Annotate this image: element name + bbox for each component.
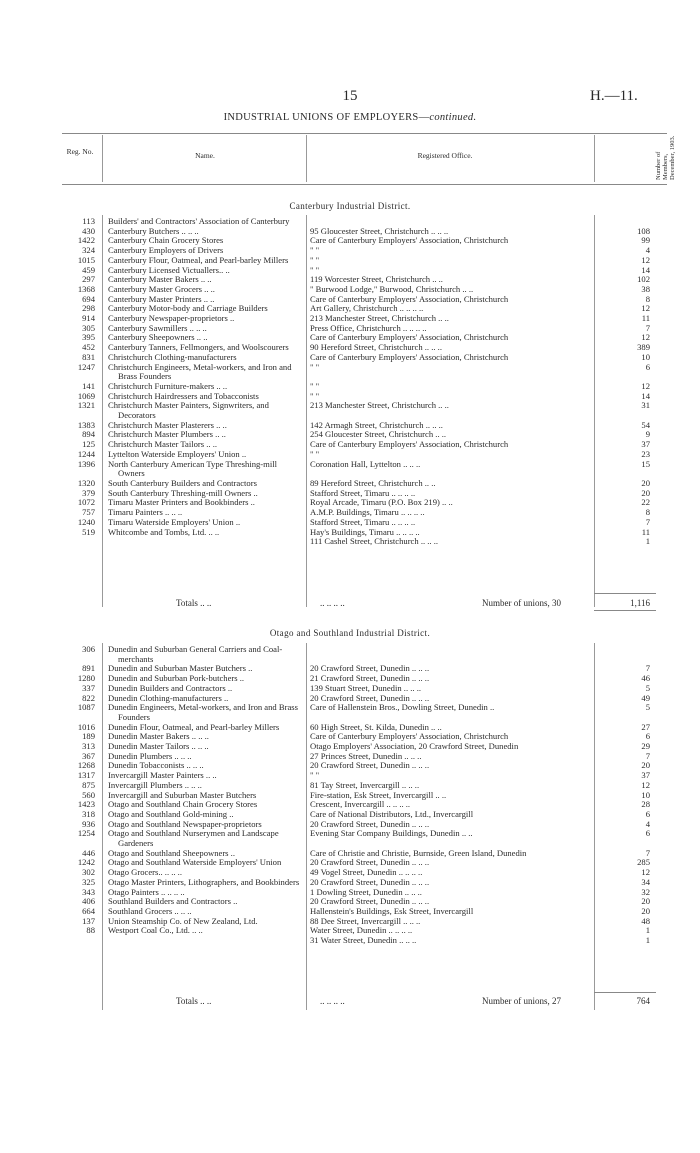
registered-office: 142 Armagh Street, Christchurch .. .. .. [310, 420, 443, 430]
title-continued: continued. [429, 112, 477, 123]
registered-office: Care of Canterbury Employers' Association, Christchurch [310, 732, 509, 742]
union-name: South Canterbury Builders and Contractors [108, 477, 257, 488]
registered-office: Stafford Street, Timaru .. .. .. .. [310, 517, 416, 527]
reg-number: 125 [82, 439, 95, 450]
reg-number: 1247 [77, 361, 95, 372]
totals-rule-bottom-1 [594, 610, 656, 611]
registered-office: Fire-station, Esk Street, Invercargill .. .. [310, 790, 447, 800]
union-name: Christchurch Master Tailors .. .. [108, 439, 218, 450]
union-name: Christchurch Clothing-manufacturers [108, 351, 237, 362]
union-name: Canterbury Master Grocers .. .. [108, 283, 215, 294]
table-row [0, 526, 700, 547]
union-name-cell [108, 645, 303, 664]
section-title-text: Canterbury Industrial District. [289, 201, 411, 211]
union-name: Whitcombe and Tombs, Ltd. .. .. [108, 526, 220, 537]
registered-office: 213 Manchester Street, Christchurch .. .. [310, 314, 449, 324]
member-count: 1 [645, 536, 650, 547]
union-name: Canterbury Chain Grocery Stores [108, 235, 224, 246]
reg-number: 891 [82, 663, 95, 674]
registered-office: 81 Tay Street, Invercargill .. .. .. [310, 780, 420, 790]
totals-unions: Number of unions, 27 [482, 996, 561, 1006]
registered-office: " " [310, 381, 320, 391]
totals-label: Totals .. .. [176, 598, 212, 608]
union-name: Otago and Southland Chain Grocery Stores [108, 799, 258, 810]
reg-number: 757 [82, 507, 95, 518]
union-name: Christchurch Master Painters, Signwriters, and Decorators [108, 400, 269, 421]
member-count: 12 [641, 254, 650, 265]
member-count: 7 [645, 322, 650, 333]
member-count: 23 [641, 448, 650, 459]
registered-office: A.M.P. Buildings, Timaru .. .. .. .. [310, 508, 425, 518]
member-count: 11 [641, 313, 650, 324]
member-count: 7 [645, 750, 650, 761]
member-count: 6 [645, 731, 650, 742]
registered-office: " " [310, 391, 320, 401]
registered-office: Hallenstein's Buildings, Esk Street, Invercargill [310, 906, 474, 916]
member-count: 5 [645, 702, 650, 713]
registered-office: " " [310, 362, 320, 372]
union-name: Dunedin Clothing-manufacturers .. [108, 692, 229, 703]
reg-number: 189 [82, 731, 95, 742]
registered-office: 119 Worcester Street, Christchurch .. .. [310, 275, 443, 285]
union-name: Timaru Painters .. .. .. [108, 507, 183, 518]
reg-number: 379 [82, 487, 95, 498]
section-title-text: Otago and Southland Industrial District. [269, 628, 431, 638]
reg-number: 367 [82, 750, 95, 761]
union-name: Dunedin and Suburban General Carriers and Coal-merchants [108, 644, 283, 664]
registered-office: Evening Star Company Buildings, Dunedin .. .. [310, 829, 473, 839]
member-count: 11 [641, 526, 650, 537]
union-name: Canterbury Master Printers .. .. [108, 293, 215, 304]
union-name: Union Steamship Co. of New Zealand, Ltd. [108, 915, 258, 926]
registered-office: " " [310, 255, 320, 265]
union-name: Dunedin and Suburban Master Butchers .. [108, 663, 253, 674]
union-name-cell [108, 460, 303, 479]
reg-number: 306 [82, 644, 95, 654]
union-name: Christchurch Master Plasterers .. .. [108, 419, 227, 430]
member-count: 8 [645, 507, 650, 518]
registered-office: Care of Christie and Christie, Burnside, Green Island, Dunedin [310, 848, 527, 858]
member-count: 37 [641, 439, 650, 450]
page-title [0, 112, 700, 123]
registered-office: Care of Canterbury Employers' Association, Christchurch [310, 333, 509, 343]
registered-office: 27 Princes Street, Dunedin .. .. .. [310, 751, 422, 761]
member-count: 389 [637, 342, 650, 353]
reg-number: 560 [82, 789, 95, 800]
union-name: Otago Master Printers, Lithographers, and Bookbinders [108, 876, 300, 887]
union-name: Dunedin Plumbers .. .. .. [108, 750, 192, 761]
section-otago [0, 644, 700, 946]
member-count: 10 [641, 789, 650, 800]
union-name: Westport Coal Co., Ltd. .. .. [108, 925, 203, 936]
union-name: Dunedin and Suburban Pork-butchers .. [108, 673, 245, 684]
reg-number: 452 [82, 342, 95, 353]
col-rule-name-1 [102, 215, 103, 607]
reg-number: 406 [82, 896, 95, 907]
member-count: 20 [641, 477, 650, 488]
reg-number: 302 [82, 867, 95, 878]
member-count: 7 [645, 847, 650, 858]
member-count: 7 [645, 663, 650, 674]
registered-office: 20 Crawford Street, Dunedin .. .. .. [310, 761, 430, 771]
col-rule-1 [102, 135, 103, 182]
reg-number: 1368 [77, 283, 95, 294]
reg-number: 1015 [77, 254, 95, 265]
member-count: 15 [641, 458, 650, 469]
union-name: Canterbury Employers of Drivers [108, 245, 224, 256]
reg-number: 1069 [77, 390, 95, 401]
registered-office: Water Street, Dunedin .. .. .. .. [310, 926, 413, 936]
member-count: 48 [641, 915, 650, 926]
union-name-cell [108, 829, 303, 848]
union-name: Invercargill Master Painters .. .. [108, 770, 217, 781]
member-count: 102 [637, 274, 650, 285]
union-name: Christchurch Engineers, Metal-workers, and Iron and Brass Founders [108, 361, 292, 382]
section-canterbury [0, 216, 700, 547]
union-name: Canterbury Master Bakers .. .. [108, 274, 212, 285]
member-count: 1 [645, 935, 650, 946]
registered-office: Care of Canterbury Employers' Association, Christchurch [310, 294, 509, 304]
registered-office: " " [310, 246, 320, 256]
union-name: Canterbury Flour, Oatmeal, and Pearl-barley Millers [108, 254, 289, 265]
reg-number: 1321 [77, 400, 95, 411]
reg-number: 1423 [77, 799, 95, 810]
union-name: Canterbury Newspaper-proprietors .. [108, 313, 235, 324]
member-count: 34 [641, 876, 650, 887]
section-title-canterbury [0, 201, 700, 211]
reg-number: 1396 [77, 458, 95, 469]
member-count: 6 [645, 808, 650, 819]
reg-number: 1280 [77, 673, 95, 684]
reg-number: 1242 [77, 857, 95, 868]
registered-office: Care of Canterbury Employers' Association, Christchurch [310, 236, 509, 246]
registered-office: 20 Crawford Street, Dunedin .. .. .. [310, 897, 430, 907]
union-name: Christchurch Master Plumbers .. .. [108, 429, 226, 440]
title-main: INDUSTRIAL UNIONS OF EMPLOYERS— [223, 112, 430, 123]
registered-office: 20 Crawford Street, Dunedin .. .. .. [310, 819, 430, 829]
totals-unions: Number of unions, 30 [482, 598, 561, 608]
col-rule-office-1 [306, 215, 307, 607]
registered-office: 89 Hereford Street, Christchurch .. .. [310, 478, 436, 488]
reg-number: 894 [82, 429, 95, 440]
reg-number: 430 [82, 225, 95, 236]
registered-office: Royal Arcade, Timaru (P.O. Box 219) .. .. [310, 498, 453, 508]
member-count: 14 [641, 264, 650, 275]
reg-number: 1072 [77, 497, 95, 508]
col-rule-3 [594, 135, 595, 182]
header-reg: Reg. No. [66, 147, 94, 156]
union-name: Dunedin Engineers, Metal-workers, and Iron and Brass Founders [108, 702, 298, 722]
reg-number: 446 [82, 847, 95, 858]
member-count: 27 [641, 721, 650, 732]
union-name: Dunedin Builders and Contractors .. [108, 682, 233, 693]
registered-office: 95 Gloucester Street, Christchurch .. .. .. [310, 226, 449, 236]
registered-office: 139 Stuart Street, Dunedin .. .. .. [310, 683, 421, 693]
reg-number: 324 [82, 245, 95, 256]
union-name: Dunedin Master Bakers .. .. .. [108, 731, 209, 742]
reg-number: 1087 [77, 702, 95, 713]
registered-office: Press Office, Christchurch .. .. .. .. [310, 323, 427, 333]
page-reference: H.—11. [590, 88, 638, 104]
totals-dots: .. .. .. .. [320, 598, 345, 608]
reg-number: 325 [82, 876, 95, 887]
member-count: 12 [641, 380, 650, 391]
header-members: Number of Members, December, 1903. [655, 135, 676, 180]
reg-number: 822 [82, 692, 95, 703]
member-count: 9 [645, 429, 650, 440]
reg-number: 875 [82, 779, 95, 790]
union-name: Canterbury Tanners, Fellmongers, and Woolscourers [108, 342, 289, 353]
registered-office: Care of Canterbury Employers' Association, Christchurch [310, 352, 509, 362]
reg-number: 664 [82, 905, 95, 916]
union-name: Southland Builders and Contractors .. [108, 896, 238, 907]
member-count: 20 [641, 760, 650, 771]
totals-members: 764 [636, 996, 650, 1006]
reg-number: 1240 [77, 516, 95, 527]
union-name-cell [108, 703, 303, 722]
union-name: Canterbury Licensed Victuallers.. .. [108, 264, 230, 275]
union-name: Dunedin Master Tailors .. .. .. [108, 741, 209, 752]
union-name: Otago and Southland Gold-mining .. [108, 808, 234, 819]
registered-office: 90 Hereford Street, Christchurch .. .. .. [310, 343, 442, 353]
registered-office: Care of Hallenstein Bros., Dowling Street, Dunedin .. [310, 703, 495, 713]
member-count: 7 [645, 516, 650, 527]
union-name: Otago and Southland Newspaper-proprietors [108, 818, 262, 829]
reg-number: 305 [82, 322, 95, 333]
member-count: 8 [645, 293, 650, 304]
union-name: Southland Grocers .. .. .. [108, 905, 192, 916]
reg-number: 694 [82, 293, 95, 304]
registered-office: 31 Water Street, Dunedin .. .. .. [310, 936, 417, 946]
registered-office: Otago Employers' Association, 20 Crawford Street, Dunedin [310, 742, 519, 752]
member-count: 10 [641, 351, 650, 362]
reg-number: 137 [82, 915, 95, 926]
member-count: 46 [641, 673, 650, 684]
member-count: 12 [641, 867, 650, 878]
registered-office: Care of Canterbury Employers' Association, Christchurch [310, 440, 509, 450]
registered-office: Stafford Street, Timaru .. .. .. .. [310, 488, 416, 498]
reg-number: 1320 [77, 477, 95, 488]
page-number: 15 [342, 88, 358, 104]
col-rule-members-2 [594, 643, 595, 1010]
union-name: Otago and Southland Sheepowners .. [108, 847, 235, 858]
union-name: Dunedin Flour, Oatmeal, and Pearl-barley Millers [108, 721, 280, 732]
reg-number: 1268 [77, 760, 95, 771]
union-name: Otago and Southland Waterside Employers' Union [108, 857, 282, 868]
member-count: 28 [641, 799, 650, 810]
registered-office: 213 Manchester Street, Christchurch .. .. [310, 401, 449, 411]
reg-number: 88 [86, 925, 95, 936]
totals-rule-top-1 [594, 593, 656, 594]
reg-number: 313 [82, 741, 95, 752]
reg-number: 831 [82, 351, 95, 362]
union-name: South Canterbury Threshing-mill Owners .. [108, 487, 258, 498]
reg-number: 1317 [77, 770, 95, 781]
member-count: 49 [641, 692, 650, 703]
union-name: Christchurch Hairdressers and Tobacconists [108, 390, 259, 401]
reg-number: 1383 [77, 419, 95, 430]
registered-office: " " [310, 449, 320, 459]
reg-number: 459 [82, 264, 95, 275]
registered-office: " " [310, 771, 320, 781]
member-count: 6 [645, 361, 650, 372]
member-count: 12 [641, 332, 650, 343]
header-top-rule [62, 133, 667, 134]
member-count: 5 [645, 682, 650, 693]
union-name: Canterbury Sheepowners .. .. [108, 332, 208, 343]
member-count: 12 [641, 779, 650, 790]
member-count: 31 [641, 400, 650, 411]
registered-office: 20 Crawford Street, Dunedin .. .. .. [310, 693, 430, 703]
reg-number: 1016 [77, 721, 95, 732]
member-count: 99 [641, 235, 650, 246]
member-count: 4 [645, 818, 650, 829]
union-name-cell [108, 926, 303, 936]
registered-office: Hay's Buildings, Timaru .. .. .. .. [310, 527, 420, 537]
union-name: Invercargill and Suburban Master Butchers [108, 789, 257, 800]
registered-office: 254 Gloucester Street, Christchurch .. .. [310, 430, 447, 440]
registered-office: " " [310, 265, 320, 275]
registered-office: 21 Crawford Street, Dunedin .. .. .. [310, 674, 430, 684]
reg-number: 113 [82, 216, 95, 226]
reg-number: 914 [82, 313, 95, 324]
section-title-otago [0, 628, 700, 638]
member-count: 4 [645, 245, 650, 256]
header-name: Name. [195, 151, 215, 160]
reg-number: 337 [82, 682, 95, 693]
registered-office: Coronation Hall, Lyttelton .. .. .. [310, 459, 421, 469]
union-name: Timaru Waterside Employers' Union .. [108, 516, 241, 527]
registered-office: 20 Crawford Street, Dunedin .. .. .. [310, 858, 430, 868]
reg-number: 1422 [77, 235, 95, 246]
totals-dots: .. .. .. .. [320, 996, 345, 1006]
col-rule-2 [306, 135, 307, 182]
union-name: Christchurch Furniture-makers .. .. [108, 380, 228, 391]
reg-number: 1254 [77, 828, 95, 839]
union-name: Canterbury Butchers .. .. .. [108, 225, 199, 236]
member-count: 22 [641, 497, 650, 508]
reg-number: 343 [82, 886, 95, 897]
registered-office: 60 High Street, St. Kilda, Dunedin .. .. [310, 722, 442, 732]
union-name-cell [108, 401, 303, 420]
union-name: North Canterbury American Type Threshing-mill Owners [108, 458, 278, 479]
union-name: Otago Grocers.. .. .. .. [108, 867, 182, 878]
member-count: 37 [641, 770, 650, 781]
table-row [0, 925, 700, 946]
registered-office: 1 Dowling Street, Dunedin .. .. .. [310, 887, 422, 897]
member-count: 54 [641, 419, 650, 430]
member-count: 12 [641, 303, 650, 314]
union-name: Builders' and Contractors' Association of Canterbury [108, 216, 290, 226]
totals-members: 1,116 [630, 598, 650, 608]
header-office: Registered Office. [417, 151, 473, 160]
registered-office: 49 Vogel Street, Dunedin .. .. .. .. [310, 868, 423, 878]
reg-number: 1244 [77, 448, 95, 459]
registered-office: 88 Dee Street, Invercargill .. .. .. [310, 916, 421, 926]
union-name: Otago Painters .. .. .. .. [108, 886, 185, 897]
registered-office: Crescent, Invercargill .. .. .. .. [310, 800, 411, 810]
member-count: 20 [641, 487, 650, 498]
reg-number: 298 [82, 303, 95, 314]
member-count: 20 [641, 896, 650, 907]
union-name-cell [108, 528, 303, 538]
union-name: Invercargill Plumbers .. .. .. [108, 779, 202, 790]
totals-label: Totals .. .. [176, 996, 212, 1006]
col-rule-members-1 [594, 215, 595, 607]
reg-number: 936 [82, 818, 95, 829]
member-count: 38 [641, 283, 650, 294]
reg-number: 519 [82, 526, 95, 537]
registered-office: " Burwood Lodge," Burwood, Christchurch .. .. [310, 284, 474, 294]
header-bottom-rule [62, 184, 667, 185]
reg-number: 297 [82, 274, 95, 285]
member-count: 6 [645, 828, 650, 839]
member-count: 32 [641, 886, 650, 897]
union-name: Otago and Southland Nurserymen and Landscape Gardeners [108, 828, 279, 849]
member-count: 20 [641, 905, 650, 916]
col-rule-office-2 [306, 643, 307, 1010]
member-count: 14 [641, 390, 650, 401]
col-rule-name-2 [102, 643, 103, 1010]
member-count: 285 [637, 857, 650, 868]
reg-number: 395 [82, 332, 95, 343]
member-count: 1 [645, 925, 650, 936]
registered-office: 20 Crawford Street, Dunedin .. .. .. [310, 877, 430, 887]
union-name-cell [108, 363, 303, 382]
union-name: Dunedin Tobacconists .. .. .. [108, 760, 204, 771]
registered-office: Care of National Distributors, Ltd., Invercargill [310, 809, 474, 819]
union-name: Timaru Master Printers and Bookbinders .. [108, 497, 255, 508]
reg-number: 318 [82, 808, 95, 819]
reg-number: 141 [82, 380, 95, 391]
registered-office: 20 Crawford Street, Dunedin .. .. .. [310, 664, 430, 674]
member-count: 108 [637, 225, 650, 236]
member-count: 29 [641, 741, 650, 752]
union-name: Canterbury Motor-body and Carriage Builders [108, 303, 268, 314]
totals-rule-top-2 [594, 992, 656, 993]
registered-office: 111 Cashel Street, Christchurch .. .. .. [310, 537, 439, 547]
union-name: Lyttelton Waterside Employers' Union .. [108, 448, 247, 459]
registered-office: Art Gallery, Christchurch .. .. .. .. [310, 304, 424, 314]
union-name: Canterbury Sawmillers .. .. .. [108, 322, 207, 333]
